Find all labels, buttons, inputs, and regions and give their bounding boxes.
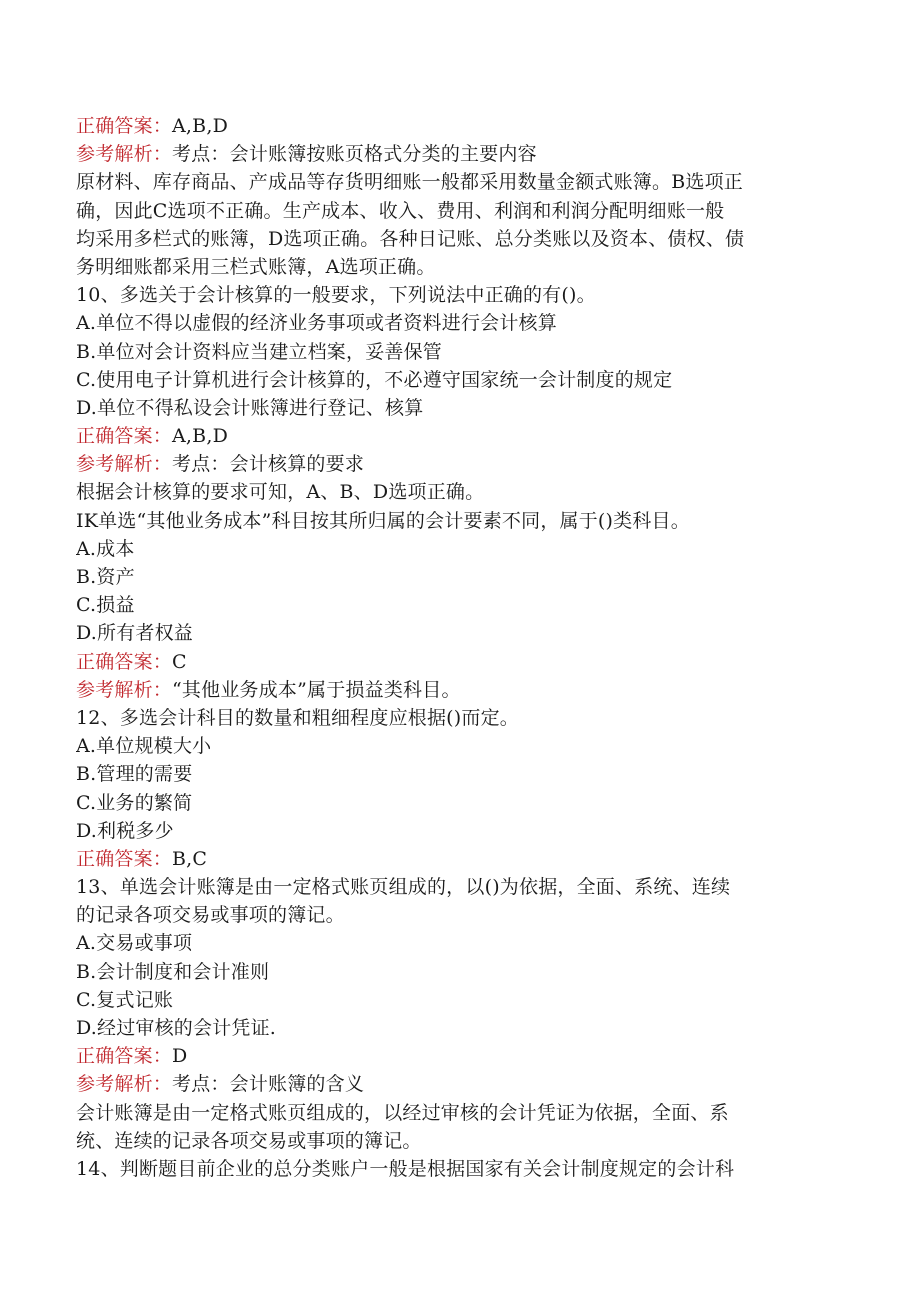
- text-line: [76, 535, 840, 563]
- text-line: [76, 281, 840, 309]
- text-line: [76, 112, 840, 140]
- answer-label: 参考解析：: [76, 143, 173, 166]
- answer-label: 参考解析：: [76, 453, 173, 476]
- text-line: [76, 563, 840, 591]
- text-line: [76, 929, 840, 957]
- answer-label: 正确答案：: [76, 115, 173, 137]
- line-text: 10、多选关于会计核算的一般要求，下列说法中正确的有()。: [76, 284, 596, 307]
- line-text: C.使用电子计算机进行会计核算的，不必遵守国家统一会计制度的规定: [76, 368, 673, 391]
- text-line: [76, 478, 840, 506]
- line-text: 13、单选会计账簿是由一定格式账页组成的，以()为依据，全面、系统、连续: [76, 876, 731, 899]
- line-text: IK单选“其他业务成本”科目按其所归属的会计要素不同，属于()类科目。: [76, 509, 690, 532]
- line-text: A,B,D: [172, 425, 229, 448]
- text-line: [76, 1070, 840, 1098]
- text-line: [76, 873, 840, 901]
- line-text: 原材料、库存商品、产成品等存货明细账一般都采用数量金额式账簿。B选项正: [76, 171, 743, 194]
- text-line: [76, 1014, 840, 1042]
- text-line: [76, 140, 840, 168]
- text-line: [76, 197, 840, 225]
- line-text: A.成本: [76, 537, 135, 560]
- line-text: 考点：会计账簿的含义: [172, 1073, 365, 1096]
- line-text: B.单位对会计资料应当建立档案，妥善保管: [76, 340, 443, 363]
- text-line: [76, 366, 840, 394]
- line-text: 14、判断题目前企业的总分类账户一般是根据国家有关会计制度规定的会计科: [76, 1157, 735, 1180]
- line-text: D.所有者权益: [76, 622, 193, 645]
- text-line: [76, 422, 840, 450]
- line-text: 均采用多栏式的账簿，D选项正确。各种日记账、总分类账以及资本、债权、债: [76, 227, 745, 250]
- answer-label: 正确答案：: [76, 425, 173, 448]
- line-text: 的记录各项交易或事项的簿记。: [76, 904, 345, 927]
- text-line: [76, 1099, 840, 1127]
- answer-label: 正确答案：: [76, 1045, 173, 1068]
- line-text: A.单位规模大小: [76, 735, 212, 758]
- text-line: [76, 845, 840, 873]
- line-text: 12、多选会计科目的数量和粗细程度应根据()而定。: [76, 706, 520, 729]
- text-line: [76, 676, 840, 704]
- line-text: B,C: [172, 847, 208, 870]
- line-text: 根据会计核算的要求可知，A、B、D选项正确。: [76, 481, 485, 504]
- line-text: A,B,D: [172, 115, 229, 137]
- text-line: [76, 309, 840, 337]
- line-text: B.管理的需要: [76, 763, 193, 786]
- text-line: [76, 619, 840, 647]
- answer-label: 参考解析：: [76, 678, 173, 701]
- text-line: [76, 760, 840, 788]
- line-text: C.业务的繁简: [76, 791, 193, 814]
- text-line: [76, 648, 840, 676]
- text-line: [76, 507, 840, 535]
- line-text: C.损益: [76, 594, 135, 617]
- text-line: [76, 253, 840, 281]
- line-text: D.利税多少: [76, 819, 174, 842]
- line-text: 统、连续的记录各项交易或事项的簿记。: [76, 1129, 422, 1152]
- text-line: [76, 1155, 840, 1183]
- text-line: [76, 789, 840, 817]
- text-line: [76, 732, 840, 760]
- line-text: B.资产: [76, 566, 135, 588]
- line-text: D.单位不得私设会计账簿进行登记、核算: [76, 396, 424, 419]
- line-text: 考点：会计核算的要求: [172, 453, 365, 476]
- text-line: [76, 338, 840, 366]
- text-line: [76, 958, 840, 986]
- answer-label: 正确答案：: [76, 847, 173, 870]
- line-text: 务明细账都采用三栏式账簿，A选项正确。: [76, 255, 436, 278]
- line-text: A.单位不得以虚假的经济业务事项或者资料进行会计核算: [76, 312, 557, 335]
- line-text: B.会计制度和会计准则: [76, 960, 270, 983]
- text-line: [76, 1127, 840, 1155]
- line-text: 考点：会计账簿按账页格式分类的主要内容: [172, 143, 537, 166]
- text-line: [76, 394, 840, 422]
- line-text: D.经过审核的会计凭证.: [76, 1017, 277, 1039]
- text-line: [76, 591, 840, 619]
- line-text: “其他业务成本”属于损益类科目。: [172, 678, 461, 701]
- answer-label: 正确答案：: [76, 650, 173, 673]
- text-line: [76, 450, 840, 478]
- line-text: D: [172, 1045, 188, 1068]
- text-line: [76, 225, 840, 253]
- text-line: [76, 168, 840, 196]
- line-text: C.复式记账: [76, 988, 174, 1011]
- line-text: C: [172, 650, 187, 673]
- text-line: [76, 1042, 840, 1070]
- answer-label: 参考解析：: [76, 1073, 173, 1096]
- text-line: [76, 986, 840, 1014]
- line-text: A.交易或事项: [76, 932, 193, 955]
- line-text: 会计账簿是由一定格式账页组成的，以经过审核的会计凭证为依据，全面、系: [76, 1101, 729, 1124]
- line-text: 确，因此C选项不正确。生产成本、收入、费用、利润和利润分配明细账一般: [76, 199, 725, 222]
- text-line: [76, 704, 840, 732]
- text-line: [76, 901, 840, 929]
- text-line: [76, 817, 840, 845]
